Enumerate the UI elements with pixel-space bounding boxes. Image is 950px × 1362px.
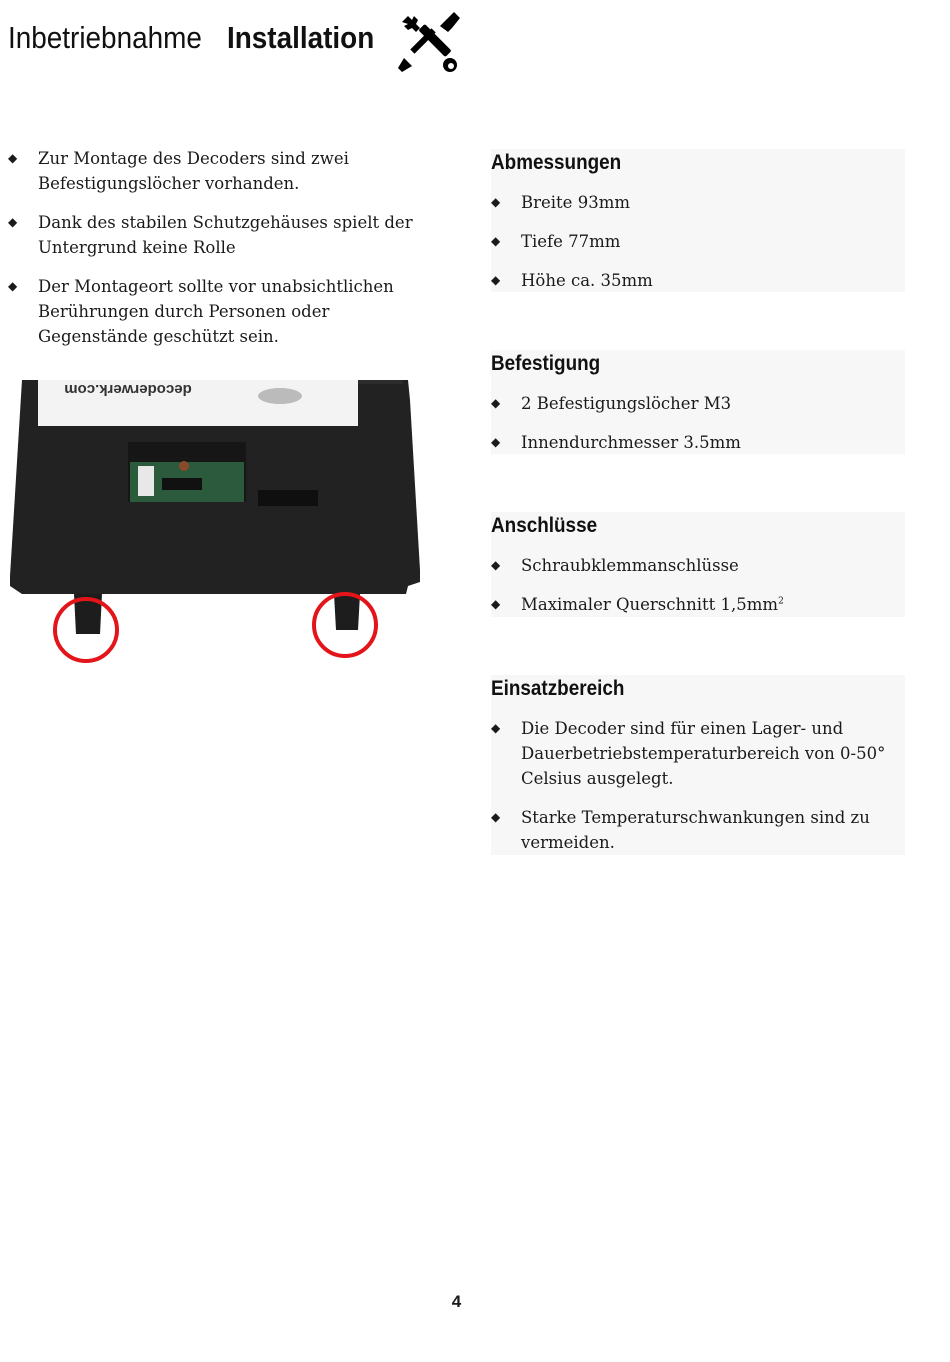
list-item: ◆ Zur Montage des Decoders sind zwei Befestigungslöcher vorhanden. bbox=[8, 146, 438, 196]
list-item: ◆ Der Montageort sollte vor unabsichtlichen Berührungen durch Personen oder Gegenstände geschützt sein. bbox=[8, 274, 438, 349]
bullet-icon: ◆ bbox=[491, 234, 501, 248]
abmessungen-box bbox=[491, 149, 905, 292]
list-item: ◆ Dank des stabilen Schutzgehäuses spielt der Untergrund keine Rolle bbox=[8, 210, 438, 260]
einsatzbereich-heading: Einsatzbereich bbox=[491, 677, 625, 700]
bullet-icon: ◆ bbox=[8, 279, 18, 293]
bullet-icon: ◆ bbox=[491, 195, 501, 209]
bullet-icon: ◆ bbox=[8, 151, 18, 165]
bullet-icon: ◆ bbox=[491, 558, 501, 572]
einsatzbereich-box bbox=[491, 675, 905, 855]
list-item: ◆ Schraubklemmanschlüsse bbox=[491, 553, 905, 578]
list-item: ◆ Maximaler Querschnitt $1,5mm^2$ bbox=[491, 592, 905, 617]
list-item: ◆ Innendurchmesser 3.5mm bbox=[491, 430, 905, 455]
bullet-icon: ◆ bbox=[491, 273, 501, 287]
anschluesse-heading: Anschlüsse bbox=[491, 514, 598, 537]
list-item: ◆ Breite 93mm bbox=[491, 190, 905, 215]
befestigung-box bbox=[491, 350, 905, 454]
page-number: 4 bbox=[451, 1292, 462, 1311]
connector-slot bbox=[258, 490, 318, 506]
bullet-icon: ◆ bbox=[491, 810, 501, 824]
bullet-icon: ◆ bbox=[491, 396, 501, 410]
housing-label-text: decoderwerk.com bbox=[64, 381, 192, 398]
list-item: ◆ Tiefe 77mm bbox=[491, 229, 905, 254]
anschluesse-box bbox=[491, 512, 905, 617]
superscript: 2 bbox=[778, 596, 784, 607]
decoder-mounting-photo bbox=[8, 380, 428, 670]
bullet-icon: ◆ bbox=[491, 597, 501, 611]
tools-icon bbox=[396, 10, 460, 74]
list-item: ◆ Starke Temperaturschwankungen sind zu vermeiden. bbox=[491, 805, 905, 855]
intro-bullet-list bbox=[8, 146, 438, 363]
bullet-icon: ◆ bbox=[491, 721, 501, 735]
section-title: Inbetriebnahme bbox=[8, 20, 202, 55]
bullet-icon: ◆ bbox=[491, 435, 501, 449]
list-item: ◆ Die Decoder sind für einen Lager- und Dauerbetriebstemperaturbereich von 0-50° Celsius ausgelegt. bbox=[491, 716, 905, 791]
page-title: Installation bbox=[227, 20, 375, 55]
list-item: ◆ Höhe ca. 35mm bbox=[491, 268, 905, 293]
befestigung-heading: Befestigung bbox=[491, 352, 601, 375]
logo-icon bbox=[258, 388, 302, 404]
abmessungen-heading: Abmessungen bbox=[491, 151, 622, 174]
bullet-icon: ◆ bbox=[8, 215, 18, 229]
list-item: ◆ 2 Befestigungslöcher M3 bbox=[491, 391, 905, 416]
mounting-lug-right bbox=[334, 594, 360, 630]
